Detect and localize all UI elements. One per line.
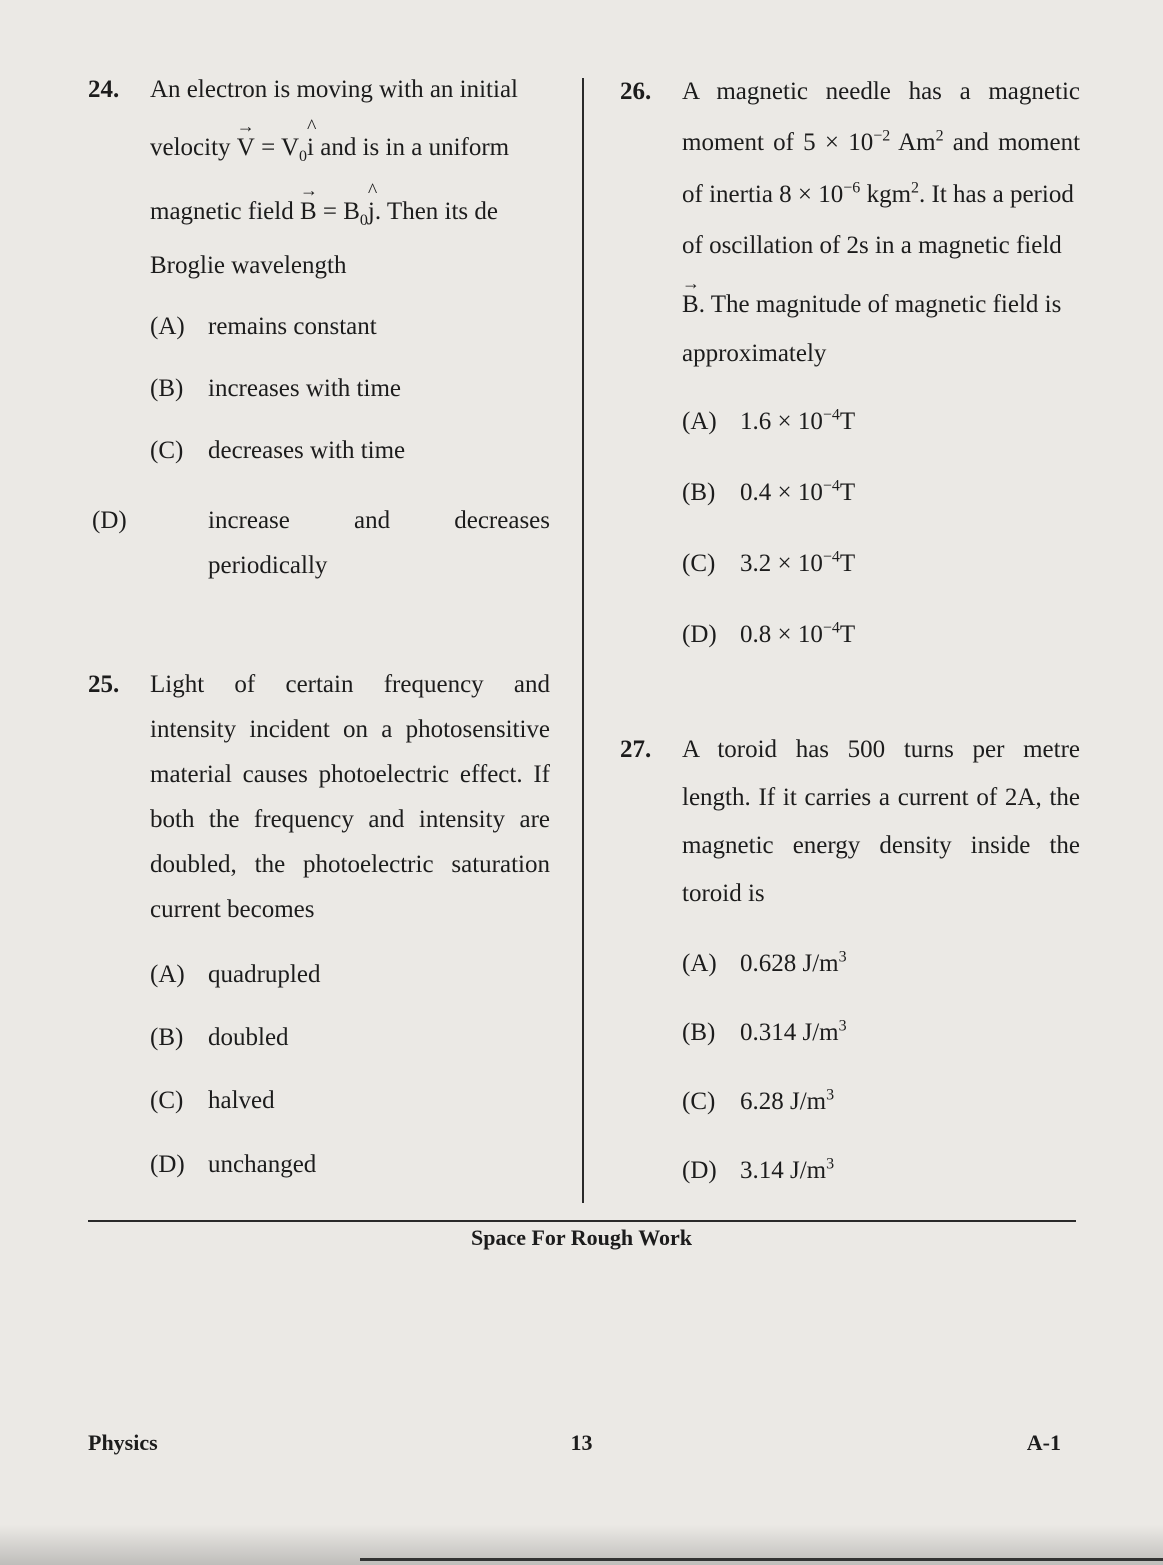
option-unit: T — [839, 550, 856, 577]
superscript: −4 — [822, 477, 840, 495]
option-text: quadrupled — [208, 961, 321, 988]
option-value: 0.314 J/m — [740, 1019, 839, 1046]
option-letter: (D) — [682, 621, 717, 648]
option-unit: T — [839, 479, 856, 506]
option-letter: (B) — [682, 1019, 716, 1046]
question-line: A toroid has 500 turns per metre — [682, 736, 1080, 763]
text-fragment: = B — [316, 198, 360, 225]
text-fragment: moment of 5 × 10 — [682, 129, 874, 156]
option-value: 3.14 J/m — [740, 1157, 827, 1184]
option-letter: (C) — [150, 1087, 184, 1114]
option-a — [682, 408, 1080, 436]
question-line: Broglie wavelength — [150, 252, 347, 279]
question-number: 25. — [88, 671, 120, 698]
text-fragment: . It has a period — [919, 181, 1074, 208]
option-c — [150, 1087, 550, 1115]
option-letter: (D) — [150, 1151, 185, 1178]
option-a — [682, 950, 1080, 978]
option-d — [682, 1157, 1080, 1185]
superscript: 2 — [911, 179, 920, 197]
option-text: doubled — [208, 1024, 289, 1051]
rough-work-rule — [88, 1220, 1076, 1222]
question-line: length. If it carries a current of 2A, the — [682, 784, 1080, 811]
option-text: remains constant — [208, 313, 377, 340]
question-number: 26. — [620, 78, 652, 105]
text-fragment: magnetic field — [150, 198, 294, 225]
option-unit: T — [839, 408, 856, 435]
subscript: 0 — [299, 148, 308, 165]
option-letter: (A) — [682, 408, 717, 435]
superscript: −4 — [822, 406, 840, 424]
option-letter: (B) — [682, 479, 716, 506]
paper-code: A-1 — [1026, 1430, 1061, 1455]
question-line: Light of certain frequency and — [150, 671, 550, 698]
superscript: 2 — [935, 127, 944, 145]
question-line: both the frequency and intensity are — [150, 806, 550, 833]
option-letter: (B) — [150, 375, 184, 402]
question-line — [150, 134, 510, 165]
question-line: of oscillation of 2s in a magnetic field — [682, 232, 1062, 259]
subscript: 0 — [359, 212, 368, 229]
vector-b: → B — [300, 198, 317, 226]
text-fragment: velocity — [150, 134, 231, 161]
text-fragment: . Then its de — [374, 198, 499, 225]
superscript: 3 — [826, 1086, 835, 1104]
option-letter: (C) — [682, 1088, 716, 1115]
option-b — [682, 479, 1080, 507]
rough-work-label: Space For Rough Work — [470, 1225, 693, 1250]
question-line: current becomes — [150, 896, 315, 923]
superscript: 3 — [838, 1017, 847, 1035]
option-value: 1.6 × 10 — [740, 408, 823, 435]
option-b — [682, 1019, 1080, 1047]
option-letter: (C) — [150, 437, 184, 464]
question-line — [682, 129, 1080, 157]
option-letter: (A) — [150, 961, 185, 988]
option-c — [150, 437, 550, 465]
unit-vector-i: ^ i — [307, 134, 314, 162]
question-line: intensity incident on a photosensitive — [150, 716, 550, 743]
option-a — [150, 313, 550, 341]
superscript: −6 — [843, 179, 861, 197]
option-unit: T — [839, 621, 856, 648]
option-letter: (B) — [150, 1024, 184, 1051]
option-letter: (C) — [682, 550, 716, 577]
superscript: −2 — [873, 127, 891, 145]
option-letter: (A) — [682, 950, 717, 977]
text-fragment: kgm — [860, 181, 912, 208]
option-value: 0.628 J/m — [740, 950, 839, 977]
option-text: decreases with time — [208, 437, 406, 464]
question-line: magnetic energy density inside the — [682, 832, 1080, 859]
question-number: 24. — [88, 76, 120, 103]
question-line: An electron is moving with an initial — [150, 76, 518, 103]
superscript: 3 — [826, 1155, 835, 1173]
option-b — [150, 375, 550, 403]
vector-b: → B — [682, 291, 699, 319]
superscript: 3 — [838, 948, 847, 966]
option-text: increase and decreases periodically — [208, 507, 550, 579]
option-a — [150, 961, 550, 989]
option-letter: (D) — [682, 1157, 717, 1184]
option-letter: (D) — [92, 507, 127, 534]
superscript: −4 — [822, 548, 840, 566]
option-value: 0.8 × 10 — [740, 621, 823, 648]
question-line — [150, 198, 499, 229]
text-fragment: of inertia 8 × 10 — [682, 181, 844, 208]
question-line: material causes photoelectric effect. If — [150, 761, 550, 788]
option-text: increases with time — [208, 375, 401, 402]
option-value: 0.4 × 10 — [740, 479, 823, 506]
question-number: 27. — [620, 736, 652, 763]
subject-label: Physics — [88, 1430, 158, 1455]
option-d — [92, 498, 550, 588]
option-d — [682, 621, 1080, 649]
text-fragment: . The magnitude of magnetic field is — [698, 291, 1062, 318]
vector-v: → V — [237, 134, 255, 162]
text-fragment: Am — [890, 129, 936, 156]
question-line: doubled, the photoelectric saturation — [150, 851, 550, 878]
column-divider — [582, 78, 584, 1203]
text-fragment: and is in a uniform — [314, 134, 510, 161]
question-line: A magnetic needle has a magnetic — [682, 78, 1080, 105]
question-line: approximately — [682, 340, 827, 367]
option-b — [150, 1024, 550, 1052]
question-line — [682, 291, 1061, 319]
scan-edge-line — [360, 1558, 1163, 1561]
text-fragment: and moment — [943, 129, 1081, 156]
option-letter: (A) — [150, 313, 185, 340]
option-text: halved — [208, 1087, 275, 1114]
option-text: unchanged — [208, 1151, 317, 1178]
option-value: 3.2 × 10 — [740, 550, 823, 577]
question-line: toroid is — [682, 880, 765, 907]
question-line — [682, 181, 1074, 209]
unit-vector-j: ^ j — [368, 198, 375, 226]
text-fragment: = V — [254, 134, 300, 161]
page-number: 13 — [570, 1430, 593, 1455]
option-c — [682, 550, 1080, 578]
option-value: 6.28 J/m — [740, 1088, 827, 1115]
option-c — [682, 1088, 1080, 1116]
superscript: −4 — [822, 619, 840, 637]
option-d — [150, 1151, 550, 1179]
